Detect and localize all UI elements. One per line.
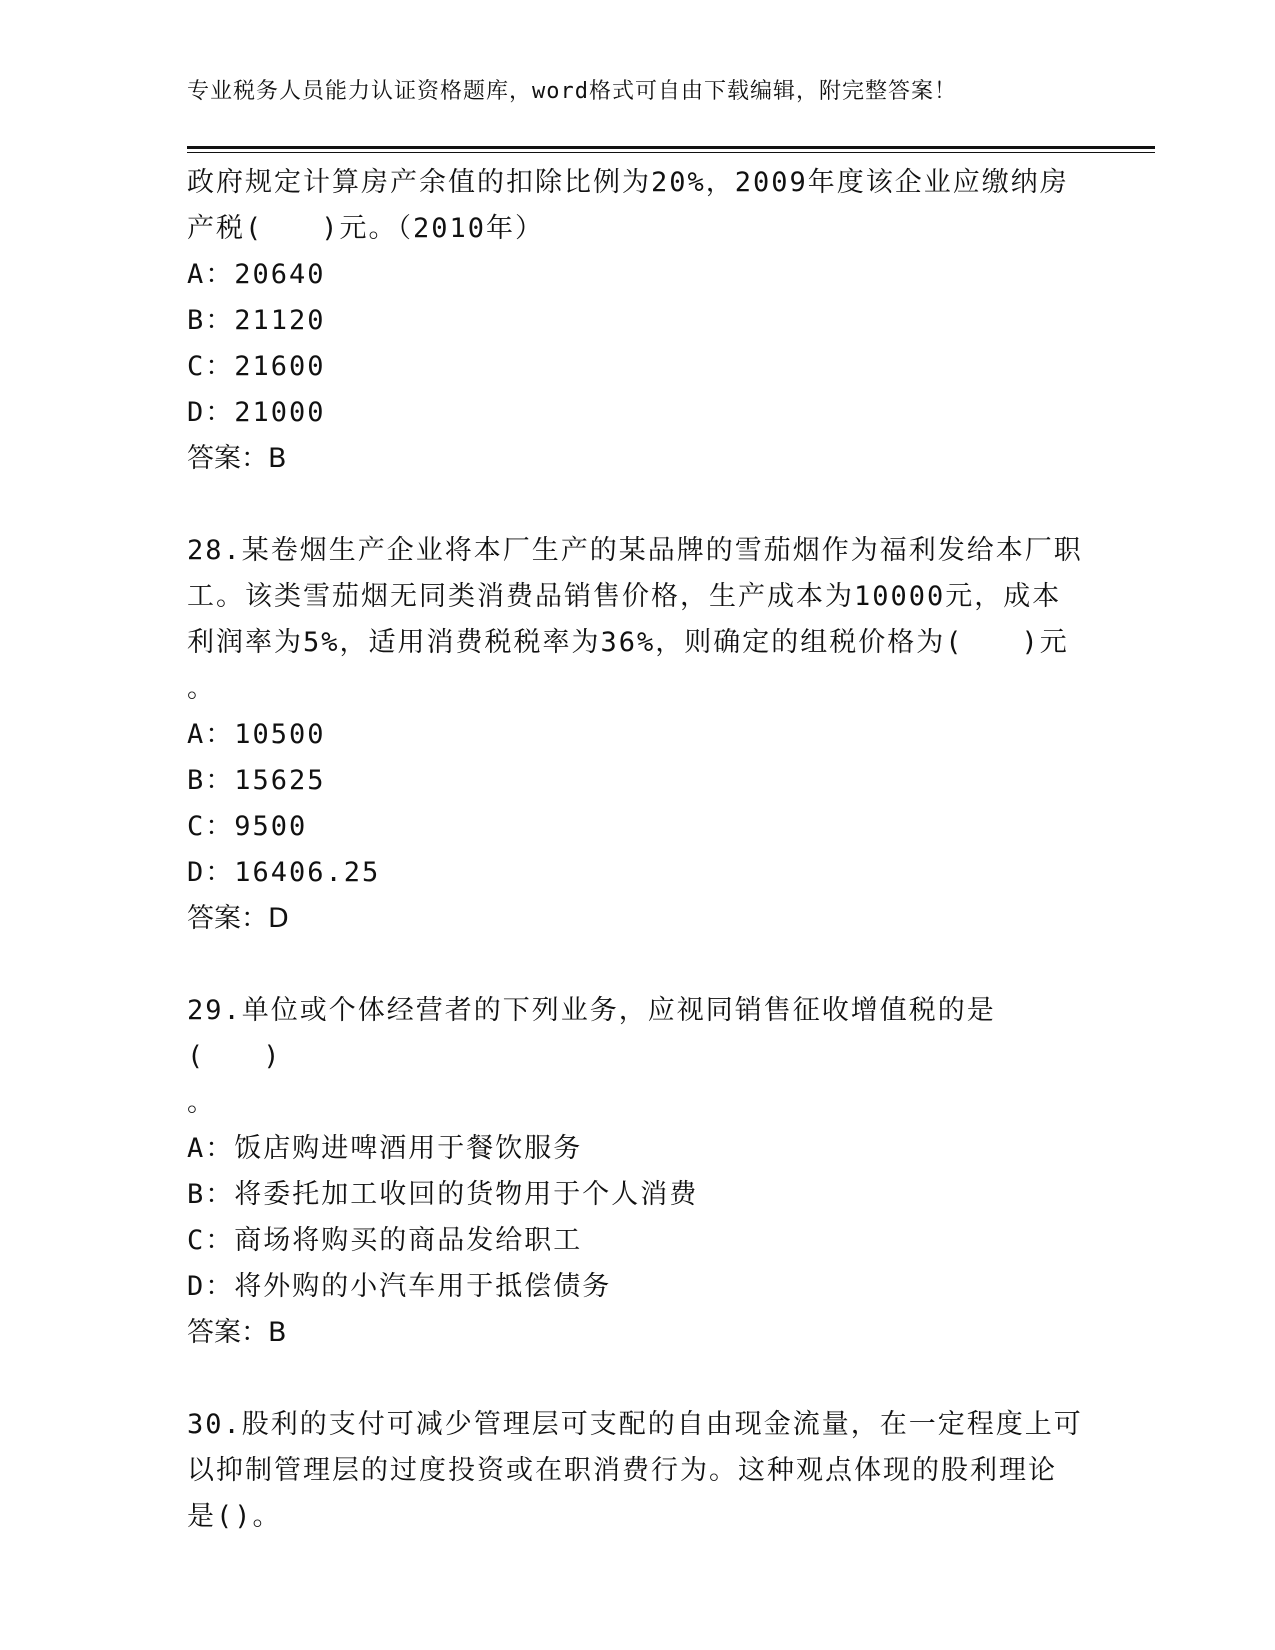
header-rule-thick — [187, 146, 1155, 149]
option-d: D：将外购的小汽车用于抵偿债务 — [187, 1271, 612, 1302]
answer: 答案：B — [187, 443, 287, 474]
question-30 — [187, 1402, 1087, 1540]
option-b: B：将委托加工收回的货物用于个人消费 — [187, 1179, 699, 1210]
question-stem-line: 是()。 — [187, 1501, 282, 1532]
option-a: A：饭店购进啤酒用于餐饮服务 — [187, 1133, 583, 1164]
question-stem-line: 工。该类雪茄烟无同类消费品销售价格，生产成本为10000元，成本 — [187, 581, 1062, 612]
option-d: D：16406.25 — [187, 857, 381, 888]
question-stem-line: 28.某卷烟生产企业将本厂生产的某品牌的雪茄烟作为福利发给本厂职 — [187, 535, 1083, 566]
question-stem-line: 以抑制管理层的过度投资或在职消费行为。这种观点体现的股利理论 — [187, 1455, 1057, 1486]
page-header: 专业税务人员能力认证资格题库，word格式可自由下载编辑，附完整答案！ — [187, 79, 957, 104]
question-stem-line: 30.股利的支付可减少管理层可支配的自由现金流量，在一定程度上可 — [187, 1409, 1083, 1440]
option-c: C：9500 — [187, 811, 308, 842]
question-28 — [187, 528, 1087, 942]
option-b: B：21120 — [187, 305, 326, 336]
option-c: C：21600 — [187, 351, 326, 382]
option-b: B：15625 — [187, 765, 326, 796]
header-rule-thin — [187, 152, 1155, 153]
question-stem-line: 。 — [187, 1087, 216, 1118]
option-a: A：20640 — [187, 259, 326, 290]
question-stem-line: 产税( )元。（2010年） — [187, 213, 545, 244]
question-list — [187, 160, 1087, 1540]
answer: 答案：D — [187, 903, 289, 934]
option-d: D：21000 — [187, 397, 326, 428]
question-stem-line: 。 — [187, 673, 216, 704]
question-stem-line: 利润率为5%，适用消费税税率为36%，则确定的组税价格为( )元 — [187, 627, 1069, 658]
question-stem-line: 29.单位或个体经营者的下列业务，应视同销售征收增值税的是( ) — [187, 995, 996, 1072]
question-29 — [187, 988, 1087, 1356]
question-27 — [187, 160, 1087, 482]
answer: 答案：B — [187, 1317, 287, 1348]
option-a: A：10500 — [187, 719, 326, 750]
option-c: C：商场将购买的商品发给职工 — [187, 1225, 583, 1256]
question-stem-line: 政府规定计算房产余值的扣除比例为20%，2009年度该企业应缴纳房 — [187, 167, 1069, 198]
